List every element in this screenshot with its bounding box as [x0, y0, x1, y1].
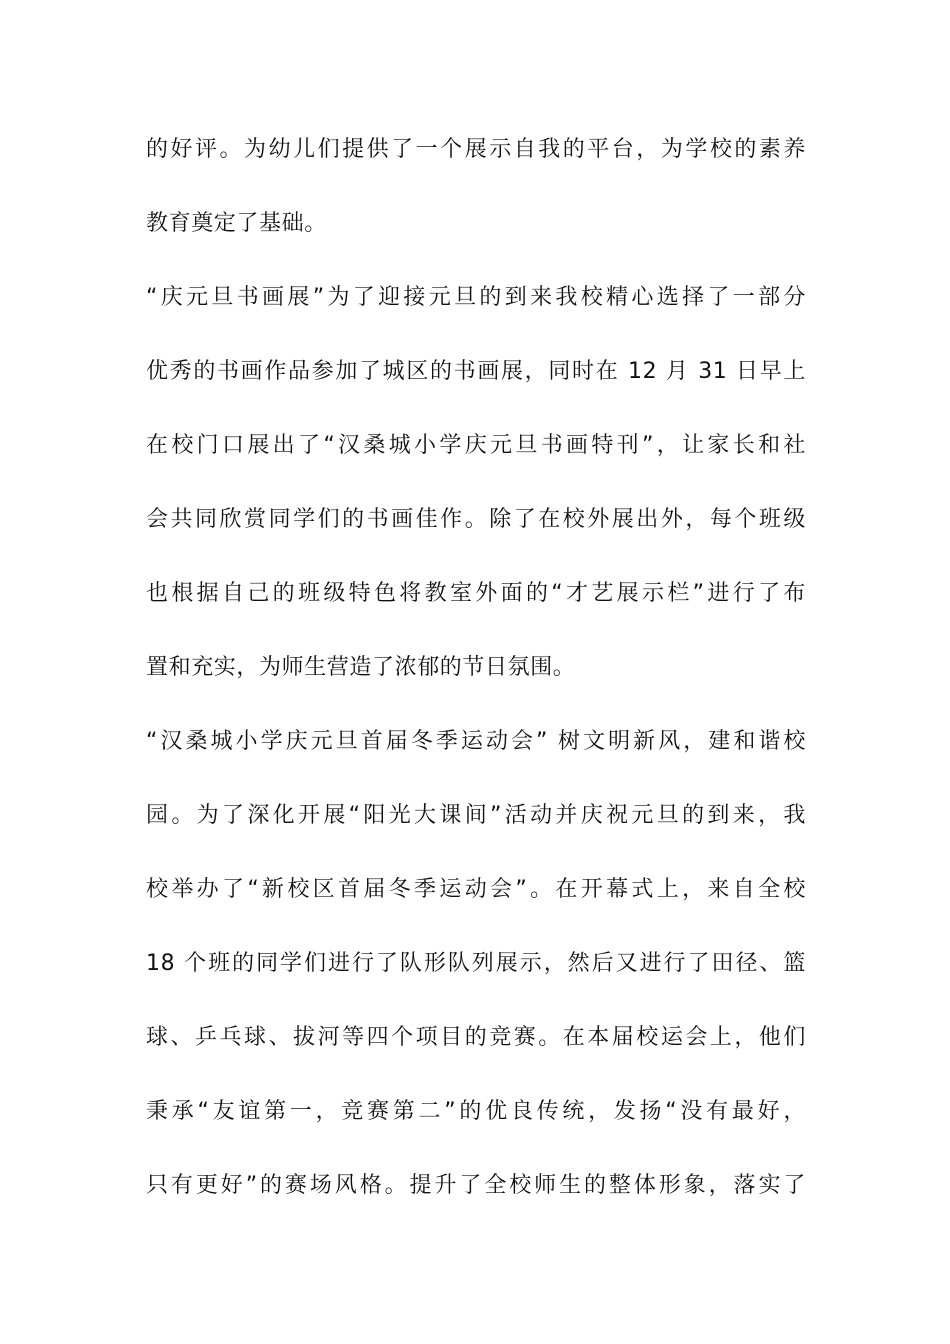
text-line: 也根据自己的班级特色将教室外面的“才艺展示栏”进行了布 [146, 581, 806, 606]
text-line: “庆元旦书画展”为了迎接元旦的到来我校精心选择了一部分 [146, 285, 806, 310]
text-line: 优秀的书画作品参加了城区的书画展，同时在 12 月 31 日早上 [146, 359, 806, 384]
text-line: “汉桑城小学庆元旦首届冬季运动会” 树文明新风，建和谐校 [146, 729, 806, 754]
text-line: 球、乒乓球、拔河等四个项目的竞赛。在本届校运会上，他们 [146, 1025, 806, 1050]
text-line: 只有更好”的赛场风格。提升了全校师生的整体形象，落实了 [146, 1173, 806, 1198]
text-line: 园。为了深化开展“阳光大课间”活动并庆祝元旦的到来，我 [146, 803, 806, 828]
text-line: 在校门口展出了“汉桑城小学庆元旦书画特刊”，让家长和社 [146, 433, 806, 458]
text-line: 置和充实，为师生营造了浓郁的节日氛围。 [146, 655, 576, 680]
text-line: 教育奠定了基础。 [146, 211, 327, 236]
text-line: 校举办了“新校区首届冬季运动会”。在开幕式上，来自全校 [146, 877, 806, 902]
body-text [146, 128, 806, 1238]
text-line: 秉承“友谊第一，竞赛第二”的优良传统，发扬“没有最好， [146, 1099, 806, 1124]
text-line: 会共同欣赏同学们的书画佳作。除了在校外展出外，每个班级 [146, 507, 806, 532]
text-line: 的好评。为幼儿们提供了一个展示自我的平台，为学校的素养 [146, 137, 806, 162]
text-line: 18 个班的同学们进行了队形队列展示，然后又进行了田径、篮 [146, 951, 806, 976]
